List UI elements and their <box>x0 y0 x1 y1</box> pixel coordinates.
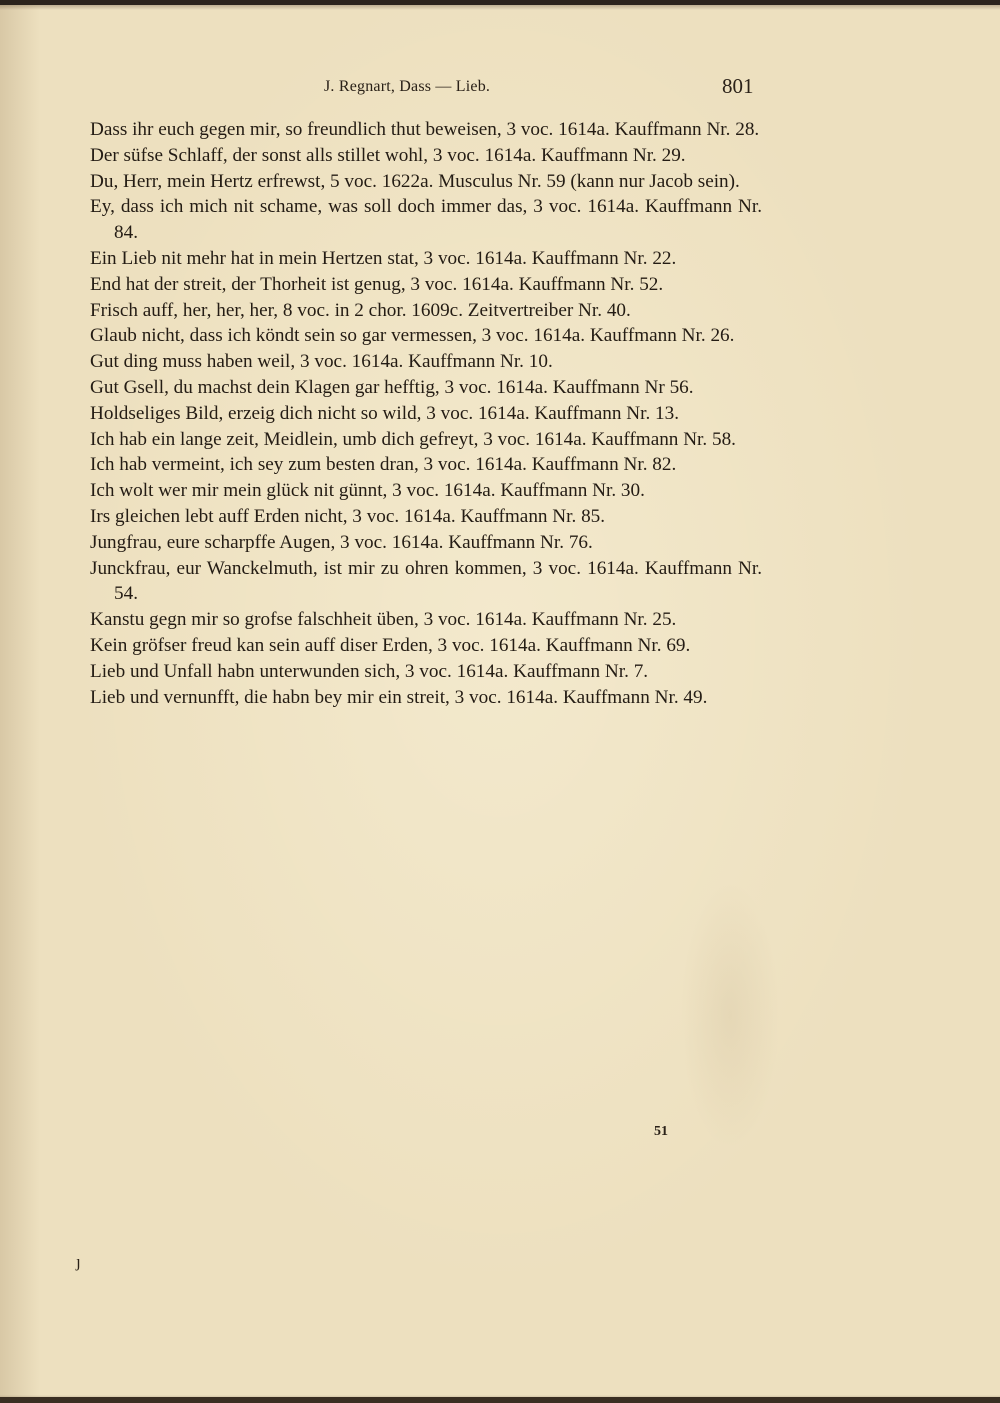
list-item: Ich hab ein lange zeit, Meidlein, umb dich gefreyt, 3 voc. 1614a. Kauffmann Nr. 58. <box>90 428 736 450</box>
list-item: Lieb und vernunfft, die habn bey mir ein streit, 3 voc. 1614a. Kauffmann Nr. 49. <box>90 686 708 708</box>
list-item: Glaub nicht, dass ich köndt sein so gar vermessen, 3 voc. 1614a. Kauffmann Nr. 26. <box>90 325 735 347</box>
running-head-title: J. Regnart, Dass — Lieb. <box>324 78 491 95</box>
list-item: Frisch auff, her, her, her, 8 voc. in 2 chor. 1609c. Zeitvertreiber Nr. 40. <box>90 299 631 321</box>
list-item: Ey, dass ich mich nit schame, was soll doch immer das, 3 voc. 1614a. Kauffmann Nr. 84. <box>90 196 762 244</box>
list-item: Der süfse Schlaff, der sonst alls stillet wohl, 3 voc. 1614a. Kauffmann Nr. 29. <box>90 144 686 166</box>
page-bottom-edge <box>0 1397 1000 1403</box>
list-item: Ein Lieb nit mehr hat in mein Hertzen stat, 3 voc. 1614a. Kauffmann Nr. 22. <box>90 247 677 269</box>
list-item: Ich wolt wer mir mein glück nit günnt, 3 voc. 1614a. Kauffmann Nr. 30. <box>90 480 645 502</box>
list-item: Holdseliges Bild, erzeig dich nicht so wild, 3 voc. 1614a. Kauffmann Nr. 13. <box>90 402 680 424</box>
stray-ink-mark: ȷ <box>76 1252 81 1271</box>
list-item: Jungfrau, eure scharpffe Augen, 3 voc. 1614a. Kauffmann Nr. 76. <box>90 531 593 553</box>
printer-signature-mark: 51 <box>654 1124 668 1139</box>
ink-bleed <box>680 880 780 1150</box>
list-item: Ich hab vermeint, ich sey zum besten dran, 3 voc. 1614a. Kauffmann Nr. 82. <box>90 454 677 476</box>
page-top-edge <box>0 0 1000 5</box>
list-item: Irs gleichen lebt auff Erden nicht, 3 voc. 1614a. Kauffmann Nr. 85. <box>90 505 606 527</box>
list-item: Kein gröfser freud kan sein auff diser Erden, 3 voc. 1614a. Kauffmann Nr. 69. <box>90 634 691 656</box>
page-number: 801 <box>722 74 754 98</box>
list-item: Kanstu gegn mir so grofse falschheit üben, 3 voc. 1614a. Kauffmann Nr. 25. <box>90 609 677 631</box>
list-item: Lieb und Unfall habn unterwunden sich, 3 voc. 1614a. Kauffmann Nr. 7. <box>90 660 649 682</box>
list-item: Dass ihr euch gegen mir, so freundlich thut beweisen, 3 voc. 1614a. Kauffmann Nr. 28. <box>90 119 760 140</box>
list-item: Gut ding muss haben weil, 3 voc. 1614a. Kauffmann Nr. 10. <box>90 351 553 373</box>
list-item: Gut Gsell, du machst dein Klagen gar hefftig, 3 voc. 1614a. Kauffmann Nr 56. <box>90 376 694 398</box>
entry-list <box>90 117 762 710</box>
list-item: Du, Herr, mein Hertz erfrewst, 5 voc. 1622a. Musculus Nr. 59 (kann nur Jacob sein). <box>90 170 740 192</box>
running-head <box>0 74 1000 104</box>
list-item: End hat der streit, der Thorheit ist genug, 3 voc. 1614a. Kauffmann Nr. 52. <box>90 273 664 295</box>
list-item: Junckfrau, eur Wanckelmuth, ist mir zu ohren kommen, 3 voc. 1614a. Kauffmann Nr. 54. <box>90 557 762 605</box>
